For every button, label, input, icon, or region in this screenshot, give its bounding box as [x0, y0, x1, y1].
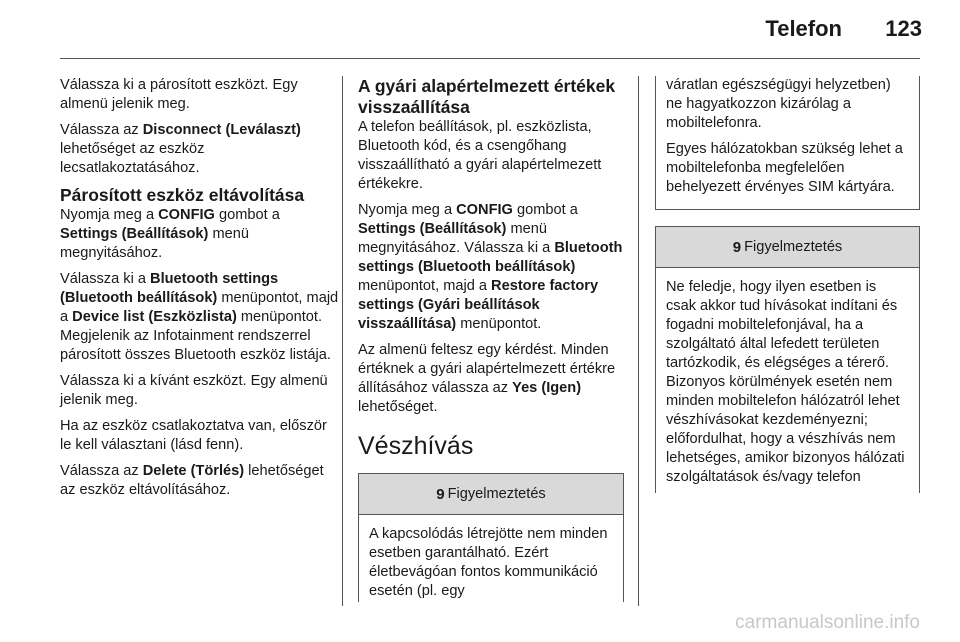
column-divider-2	[638, 76, 639, 606]
warning-header	[656, 227, 919, 268]
section-heading: A gyári alapértelmezett értékek visszaállítása	[358, 76, 616, 117]
paragraph: Nyomja meg a CONFIG gombot a Settings (Beállítások) menü megnyitásához.	[60, 207, 280, 261]
warning-title: Figyelmeztetés	[744, 238, 843, 255]
paragraph: Válassza ki a Bluetooth settings (Bluetooth beállítások) menüpontot, majd a Device list (Eszközlista) menüpontot. Megjelenik az Infotainment rendszerrel párosított összes Bluetooth eszköz listája.	[60, 271, 339, 363]
warning-text: Ne feledje, hogy ilyen esetben is csak akkor tud hívásokat indítani és fogadni mobiltelefonjával, ha a szolgáltató által lefedett területen tartózkodik, és elégséges a térerő. Bizonyos körülmények esetén nem minden mobiltelefon hálózatról lehet vészhívásokat kezdeményezni; előfordulhat, hogy a vészhívás nem lehetséges, amikor bizonyos hálózati szolgáltatások és/vagy telefon	[666, 279, 905, 485]
warning-box	[655, 226, 920, 493]
header-rule	[60, 58, 920, 59]
warning-header	[359, 474, 623, 515]
paragraph: Válassza az Disconnect (Leválaszt) lehetőséget az eszköz lecsatlakoztatásához.	[60, 122, 301, 176]
paragraph: Az almenü feltesz egy kérdést. Minden értéknek a gyári alapértelmezett értékre állításához válassza az Yes (Igen) lehetőséget.	[358, 342, 616, 415]
page-header	[0, 0, 960, 62]
page-title: Telefon	[765, 16, 842, 41]
page-number: 123	[885, 16, 922, 41]
section-heading: Párosított eszköz eltávolítása	[60, 185, 305, 205]
warning-icon: 9	[732, 238, 742, 256]
warning-icon: 9	[436, 485, 445, 503]
warning-box	[358, 473, 624, 602]
chapter-heading: Vészhívás	[358, 432, 474, 460]
paragraph: Válassza ki a párosított eszközt. Egy almenü jelenik meg.	[60, 77, 298, 112]
warning-title: Figyelmeztetés	[447, 485, 546, 502]
paragraph: A telefon beállítások, pl. eszközlista, Bluetooth kód, és a csengőhang visszaállítható a gyári alapértelmezett értékekre.	[358, 119, 602, 192]
warning-text: A kapcsolódás létrejötte nem minden esetben garantálható. Ezért életbevágóan fontos kommunikáció esetén (pl. egy	[369, 526, 608, 599]
watermark: carmanualsonline.info	[735, 612, 920, 633]
column-2	[358, 76, 624, 602]
column-3	[655, 76, 920, 493]
paragraph: Ha az eszköz csatlakoztatva van, először le kell választani (lásd fenn).	[60, 418, 327, 453]
paragraph: Egyes hálózatokban szükség lehet a mobiltelefonba megfelelően behelyezett érvényes SIM kártyára.	[666, 141, 903, 195]
warning-continuation	[655, 76, 920, 210]
column-divider-1	[342, 76, 343, 606]
paragraph: Válassza ki a kívánt eszközt. Egy almenü jelenik meg.	[60, 373, 328, 408]
paragraph: váratlan egészségügyi helyzetben) ne hagyatkozzon kizárólag a mobiltelefonra.	[666, 77, 891, 131]
column-1	[60, 76, 340, 507]
paragraph: Nyomja meg a CONFIG gombot a Settings (Beállítások) menü megnyitásához. Válassza ki a Bluetooth settings (Bluetooth beállítások) menüpontot, majd a Restore factory settings (Gyári beállítások visszaállítása) menüpontot.	[358, 202, 623, 332]
paragraph: Válassza az Delete (Törlés) lehetőséget az eszköz eltávolításához.	[60, 463, 324, 498]
